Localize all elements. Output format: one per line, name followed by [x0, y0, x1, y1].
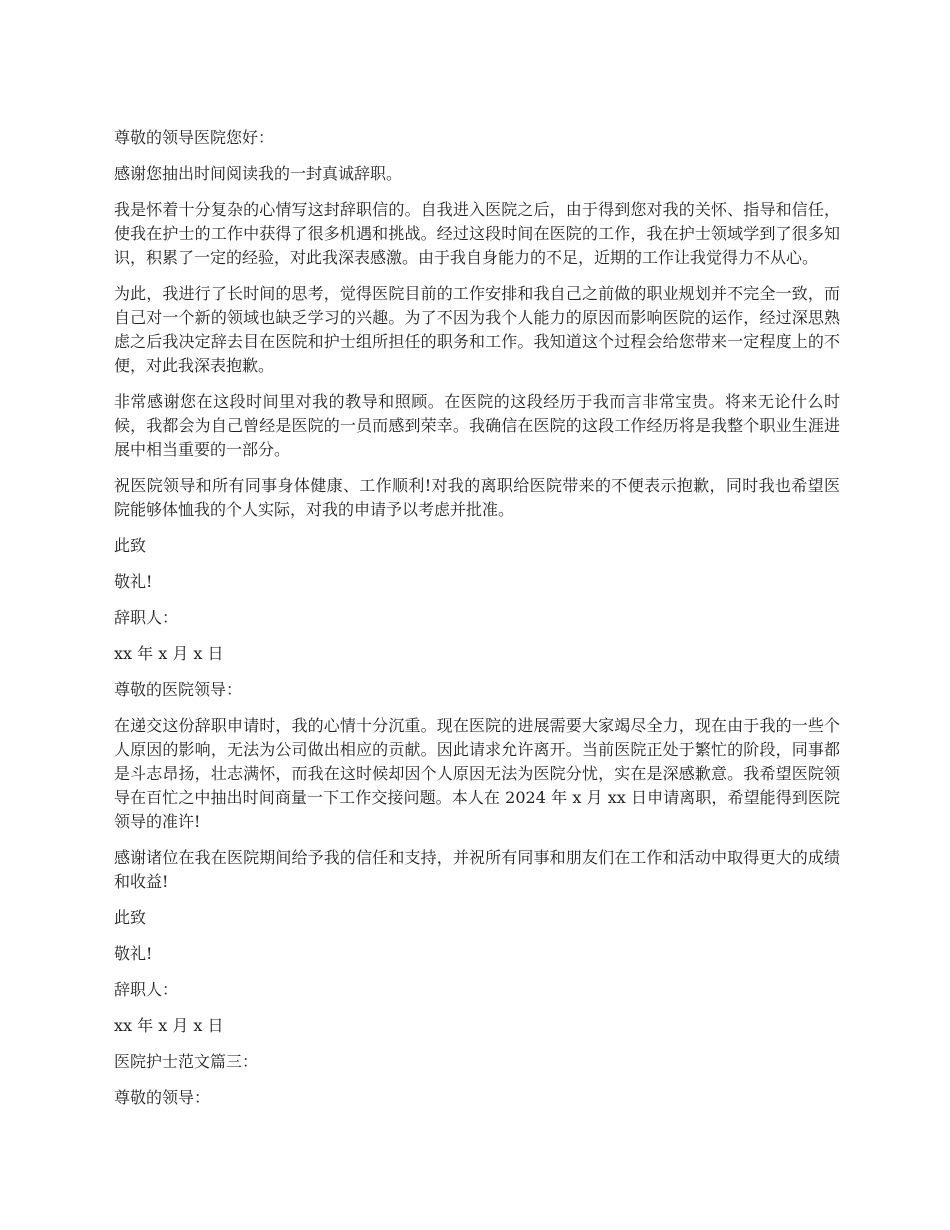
closing-line: 此致	[114, 536, 147, 555]
paragraph: 非常感谢您在这段时间里对我的教导和照顾。在医院的这段经历于我而言非常宝贵。将来无论什么时候，我都会为自己曾经是医院的一员而感到荣幸。我确信在医院的这段工作经历将是我整个职业生涯进展中相当重要的一部分。	[114, 392, 840, 459]
closing-line: 此致	[114, 908, 147, 927]
paragraph: 祝医院领导和所有同事身体健康、工作顺利!对我的离职给医院带来的不便表示抱歉，同时我也希望医院能够体恤我的个人实际，对我的申请予以考虑并批准。	[114, 476, 840, 519]
paragraph: 感谢诸位在我在医院期间给予我的信任和支持，并祝所有同事和朋友们在工作和活动中取得更大的成绩和收益!	[114, 848, 840, 891]
paragraph: 我是怀着十分复杂的心情写这封辞职信的。自我进入医院之后，由于得到您对我的关怀、指导和信任，使我在护士的工作中获得了很多机遇和挑战。经过这段时间在医院的工作，我在护士领域学到了很多知识，积累了一定的经验，对此我深表感激。由于我自身能力的不足，近期的工作让我觉得力不从心。	[114, 200, 840, 267]
signature-line: 辞职人：	[114, 608, 179, 627]
date-line: xx 年 x 月 x 日	[114, 644, 224, 663]
paragraph: 在递交这份辞职申请时，我的心情十分沉重。现在医院的进展需要大家竭尽全力，现在由于我的一些个人原因的影响，无法为公司做出相应的贡献。因此请求允许离开。当前医院正处于繁忙的阶段，同事都是斗志昂扬，壮志满怀，而我在这时候却因个人原因无法为医院分忧，实在是深感歉意。我希望医院领导在百忙之中抽出时间商量一下工作交接问题。本人在 2024 年 x 月 xx 日申请离职，希望能得到医院领导的准许!	[114, 716, 840, 831]
document-body	[114, 126, 840, 1122]
section-heading: 医院护士范文篇三：	[114, 1052, 259, 1071]
salutation: 尊敬的医院领导：	[114, 680, 243, 699]
salutation: 尊敬的领导：	[114, 1088, 211, 1107]
salutation: 尊敬的领导医院您好：	[114, 128, 275, 147]
closing-line: 敬礼!	[114, 572, 153, 591]
signature-line: 辞职人：	[114, 980, 179, 999]
paragraph: 感谢您抽出时间阅读我的一封真诚辞职。	[114, 164, 403, 183]
paragraph: 为此，我进行了长时间的思考，觉得医院目前的工作安排和我自己之前做的职业规划并不完全一致，而自己对一个新的领域也缺乏学习的兴趣。为了不因为我个人能力的原因而影响医院的运作，经过深思熟虑之后我决定辞去目在医院和护士组所担任的职务和工作。我知道这个过程会给您带来一定程度上的不便，对此我深表抱歉。	[114, 284, 840, 375]
closing-line: 敬礼!	[114, 944, 153, 963]
date-line: xx 年 x 月 x 日	[114, 1016, 224, 1035]
